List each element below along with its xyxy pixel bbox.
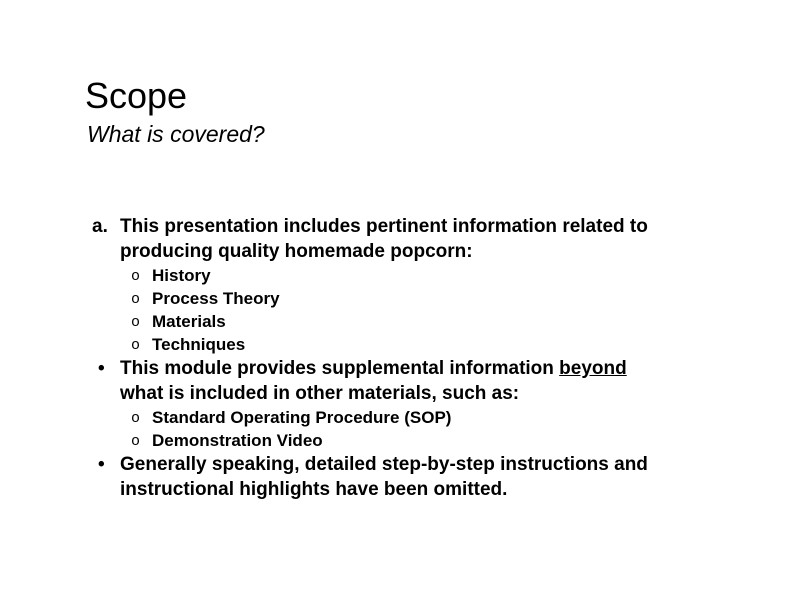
list-marker: a.: [92, 216, 108, 237]
sub-item-label: Techniques: [152, 335, 246, 354]
list-item-line: This presentation includes pertinent information related to: [120, 216, 648, 237]
sub-item-label: History: [152, 266, 211, 285]
bullet-icon: •: [98, 454, 105, 475]
list-item-bullet: [98, 452, 648, 502]
sub-item: [131, 429, 323, 452]
slide-title: Scope: [85, 75, 188, 116]
list-item-line: [120, 356, 627, 381]
sub-bullet: o: [131, 433, 141, 450]
sub-bullet: o: [131, 337, 141, 354]
sub-item-label: Process Theory: [152, 289, 280, 308]
sub-item: [131, 287, 280, 310]
list-item-line: instructional highlights have been omitted.: [120, 479, 508, 500]
sub-item: [131, 406, 452, 429]
emphasis-underline: beyond: [559, 358, 627, 379]
list-item-text: This module provides supplemental information: [120, 358, 560, 379]
list-item-line: Generally speaking, detailed step-by-step instructions and: [120, 454, 648, 475]
list-item-line: producing quality homemade popcorn:: [120, 241, 473, 262]
sub-item: [131, 310, 226, 333]
list-item-bullet: [98, 356, 627, 406]
sub-item: [131, 333, 246, 356]
bullet-icon: •: [98, 358, 105, 379]
sub-item-label: Materials: [152, 312, 226, 331]
sub-item: [131, 264, 211, 287]
slide-subtitle: What is covered?: [87, 121, 265, 147]
list-item-line: what is included in other materials, such as:: [120, 383, 520, 404]
sub-bullet: o: [131, 314, 141, 331]
sub-bullet: o: [131, 291, 141, 308]
sub-item-label: Standard Operating Procedure (SOP): [152, 408, 452, 427]
sub-bullet: o: [131, 410, 141, 427]
sub-bullet: o: [131, 268, 141, 285]
list-item-a: [92, 214, 648, 264]
sub-item-label: Demonstration Video: [152, 431, 323, 450]
